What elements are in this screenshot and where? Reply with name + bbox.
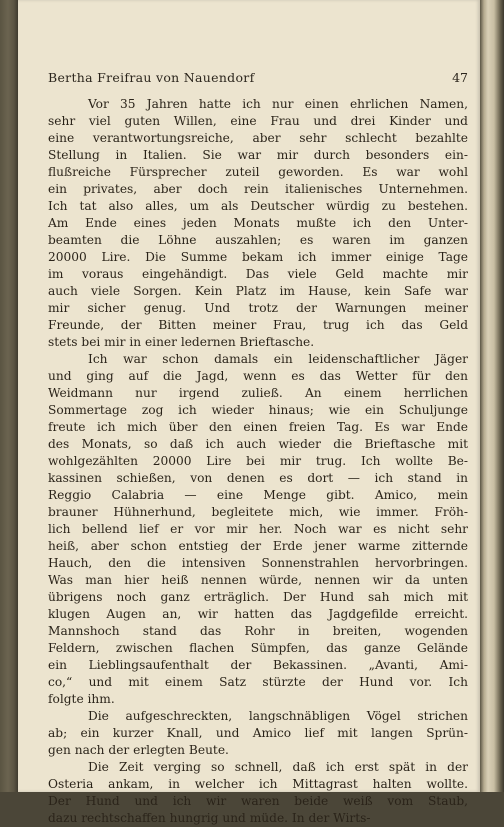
text-line: Ich tat also alles, um als Deutscher würdig zu bestehen.	[48, 199, 468, 213]
text-line: übrigens noch ganz erträglich. Der Hund sah mich mit	[48, 590, 468, 604]
paragraph	[48, 708, 468, 759]
text-line: lich bellend lief er vor mir her. Noch war es nicht sehr	[48, 522, 468, 536]
text-line: im voraus eingehändigt. Das viele Geld machte mir	[48, 267, 468, 281]
text-line: ab; ein kurzer Knall, und Amico lief mit langen Sprün-	[48, 726, 468, 740]
text-line: Am Ende eines jeden Monats mußte ich den Unter-	[48, 216, 468, 230]
text-line: dazu rechtschaffen hungrig und müde. In der Wirts-	[48, 811, 371, 825]
page-body-text	[48, 96, 468, 827]
text-line: co,“ und mit einem Satz stürzte der Hund vor. Ich	[48, 675, 468, 689]
text-line: wohlgezählten 20000 Lire bei mir trug. Ich wollte Be-	[48, 454, 468, 468]
text-line: Der Hund und ich wir waren beide weiß vom Staub,	[48, 794, 468, 808]
text-line: eine verantwortungsreiche, aber sehr schlecht bezahlte	[48, 131, 468, 145]
text-line: flußreiche Fürsprecher zuteil geworden. Es war wohl	[48, 165, 468, 179]
paragraph	[48, 96, 468, 351]
text-line: Mannshoch stand das Rohr in breiten, wogenden	[48, 624, 468, 638]
text-line: Osteria ankam, in welcher ich Mittagrast halten wollte.	[48, 777, 468, 791]
text-line: Weidmann nur irgend zuließ. An einem herrlichen	[48, 386, 468, 400]
text-line: klugen Augen an, wir hatten das Jagdgefilde erreicht.	[48, 607, 468, 621]
text-line: Ich war schon damals ein leidenschaftlicher Jäger	[88, 352, 468, 366]
text-line: freute ich mich über den einen freien Tag. Es war Ende	[48, 420, 468, 434]
text-line: stets bei mir in einer ledernen Brieftasche.	[48, 335, 315, 349]
text-line: kassinen schießen, von denen es dort — ich stand in	[48, 471, 468, 485]
text-line: 20000 Lire. Die Summe bekam ich immer einige Tage	[48, 250, 468, 264]
text-line: Stellung in Italien. Sie war mir durch besonders ein-	[48, 148, 468, 162]
text-line: mir sicher genug. Und trotz der Warnungen meiner	[48, 301, 468, 315]
page-header	[48, 70, 468, 88]
text-line: Hauch, den die intensiven Sonnenstrahlen hervorbringen.	[48, 556, 468, 570]
text-line: brauner Hühnerhund, begleitete mich, wie immer. Fröh-	[48, 505, 468, 519]
text-line: ein Lieblingsaufenthalt der Bekassinen. „Avanti, Ami-	[48, 658, 468, 672]
text-line: Die aufgeschreckten, langschnäbligen Vögel strichen	[88, 709, 468, 723]
book-page	[18, 0, 480, 825]
running-title: Bertha Freifrau von Nauendorf	[48, 70, 255, 85]
text-line: beamten die Löhne auszahlen; es waren im ganzen	[48, 233, 468, 247]
text-line: folgte ihm.	[48, 692, 115, 706]
page-edge-stack	[480, 0, 504, 792]
text-line: Vor 35 Jahren hatte ich nur einen ehrlichen Namen,	[88, 97, 468, 111]
text-line: sehr viel guten Willen, eine Frau und drei Kinder und	[48, 114, 468, 128]
text-line: Feldern, zwischen flachen Sümpfen, das ganze Gelände	[48, 641, 468, 655]
text-line: gen nach der erlegten Beute.	[48, 743, 229, 757]
text-line: Freunde, der Bitten meiner Frau, trug ich das Geld	[48, 318, 468, 332]
page-number: 47	[452, 70, 468, 85]
text-line: auch viele Sorgen. Kein Platz im Hause, kein Safe war	[48, 284, 468, 298]
text-line: und ging auf die Jagd, wenn es das Wetter für den	[48, 369, 468, 383]
text-line: Reggio Calabria — eine Menge gibt. Amico, mein	[48, 488, 468, 502]
text-line: Sommertage zog ich wieder hinaus; wie ein Schuljunge	[48, 403, 468, 417]
text-line: des Monats, so daß ich auch wieder die Brieftasche mit	[48, 437, 468, 451]
text-line: Die Zeit verging so schnell, daß ich erst spät in der	[88, 760, 468, 774]
paragraph	[48, 759, 468, 827]
text-line: Was man hier heiß nennen würde, nennen wir da unten	[48, 573, 468, 587]
paragraph	[48, 351, 468, 708]
text-line: heiß, aber schon entstieg der Erde jener warme zitternde	[48, 539, 468, 553]
text-line: ein privates, aber doch rein italienisches Unternehmen.	[48, 182, 468, 196]
